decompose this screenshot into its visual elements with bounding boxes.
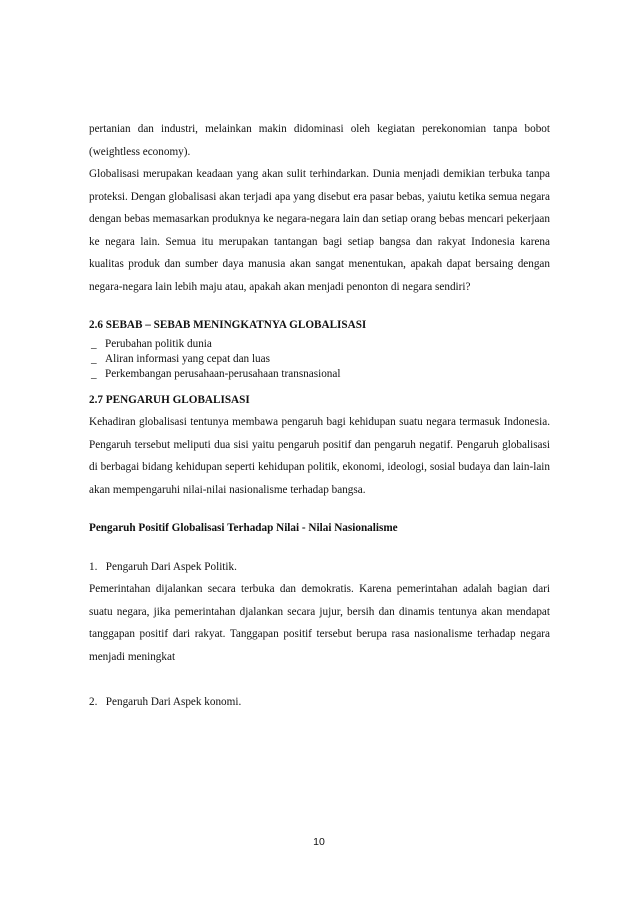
item-heading-politik: 1. Pengaruh Dari Aspek Politik. <box>89 560 237 573</box>
dash-bullet-icon: _ <box>91 352 97 365</box>
section-heading-2-6: 2.6 SEBAB – SEBAB MENINGKATNYA GLOBALISASI <box>89 319 367 331</box>
paragraph-aspek-politik: Pemerintahan dijalankan secara terbuka dan demokratis. Karena pemerintahan adalah bagian dari suatu negara, jika pemerintahan djalankan secara jujur, bersih dan dinamis tentunya akan mendapat tanggapan positif dari rakyat. Tanggapan positif tersebut berupa rasa nasionalisme terhadap negara menjadi meningkat <box>89 583 550 663</box>
dash-bullet-icon: _ <box>91 337 97 350</box>
list-item: _ Perkembangan perusahaan-perusahaan transnasional <box>91 367 341 380</box>
page-number: 10 <box>313 836 325 848</box>
paragraph-pengaruh-globalisasi: Kehadiran globalisasi tentunya membawa pengaruh bagi kehidupan suatu negara termasuk Indonesia. Pengaruh tersebut meliputi dua sisi yaitu pengaruh positif dan pengaruh negatif. Pengaruh globalisasi di berbagai bidang kehidupan seperti kehidupan politik, ekonomi, ideologi, sosial budaya dan lain-lain akan mempengaruhi nilai-nilai nasionalisme terhadap bangsa. <box>89 416 550 496</box>
item-heading-ekonomi: 2. Pengaruh Dari Aspek konomi. <box>89 696 242 708</box>
list-item: _ Aliran informasi yang cepat dan luas <box>91 352 270 365</box>
causes-list <box>89 337 550 382</box>
paragraph-globalisasi: Globalisasi merupakan keadaan yang akan sulit terhindarkan. Dunia menjadi demikian terbuka tanpa proteksi. Dengan globalisasi akan terjadi apa yang disebut era pasar bebas, yaiutu ketika semua negara dengan bebas memasarkan produknya ke negara-negara lain dan setiap orang bebas mencari pekerjaan ke negara lain. Semua itu merupakan tantangan bagi setiap bangsa dan rakyat Indonesia karena kualitas produk dan sumber daya manusia akan sangat menentukan, apakah dapat bersaing dengan negara-negara lain lebih maju atau, apakah akan menjadi penonton di negara sendiri? <box>89 168 550 293</box>
document-page <box>89 118 550 714</box>
section-heading-2-7: 2.7 PENGARUH GLOBALISASI <box>89 393 250 406</box>
subsection-heading-positive: Pengaruh Positif Globalisasi Terhadap Nilai - Nilai Nasionalisme <box>89 522 398 534</box>
dash-bullet-icon: _ <box>91 367 97 380</box>
paragraph-weightless-economy: pertanian dan industri, melainkan makin didominasi oleh kegiatan perekonomian tanpa bobot (weightless economy). <box>89 123 550 158</box>
list-item: _ Perubahan politik dunia <box>91 337 212 350</box>
